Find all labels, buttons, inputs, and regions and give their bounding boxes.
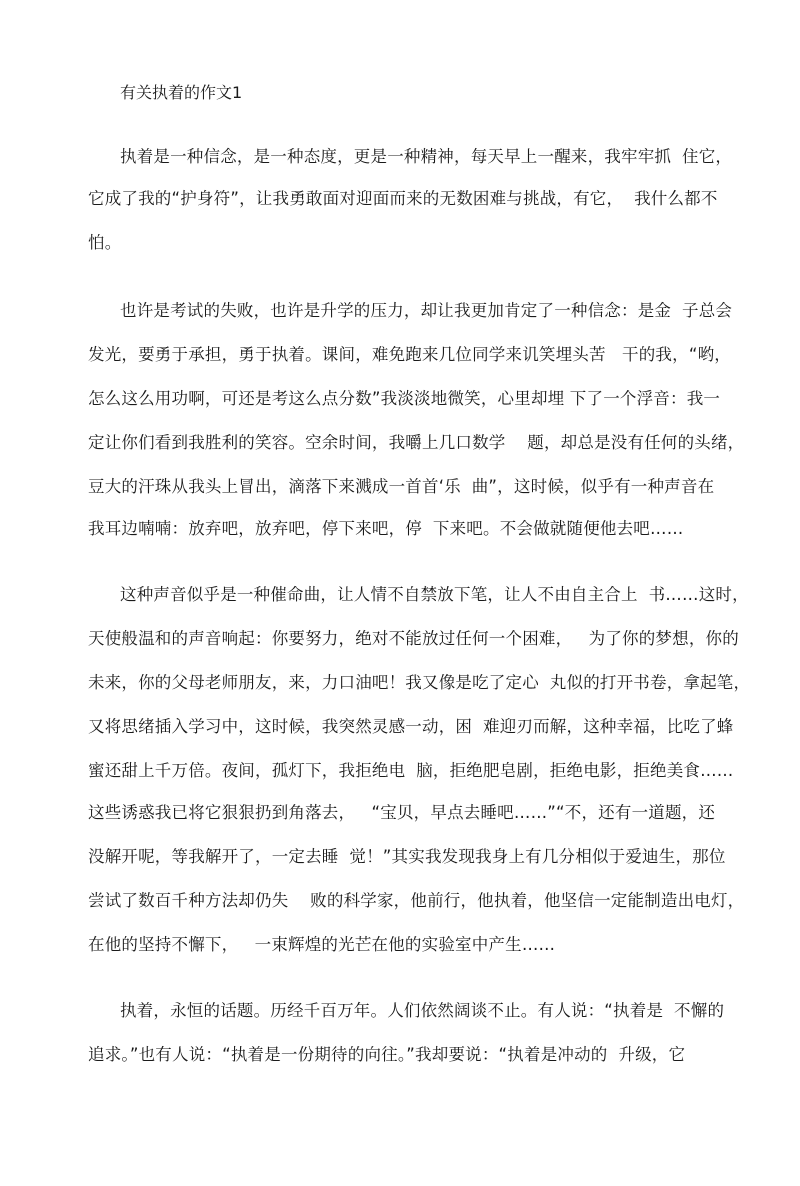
- paragraph-3-line-2: 天使般温和的声音响起：你要努力，绝对不能放过任何一个困难， 为了你的梦想，你的: [88, 629, 739, 648]
- paragraph-2-line-1: 也许是考试的失败，也许是升学的压力，却让我更加肯定了一种信念：是金 子总会: [120, 301, 733, 320]
- paragraph-2-line-5: 豆大的汗珠从我头上冒出，滴落下来溅成一首首‘乐 曲”，这时候，似乎有一种声音在: [88, 477, 715, 496]
- paragraph-4-line-2: 追求。”也有人说：“执着是一份期待的向往。”我却要说：“执着是冲动的 升级，它: [88, 1045, 686, 1064]
- paragraph-3-line-8: 尝试了数百千种方法却仍失 败的科学家，他前行，他执着，他坚信一定能制造出电灯，: [88, 891, 745, 910]
- paragraph-3-line-6: 这些诱惑我已将它狠狠扔到角落去， “宝贝，早点去睡吧……”“不，还有一道题，还: [88, 803, 716, 822]
- paragraph-1-line-1: 执着是一种信念，是一种态度，更是一种精神，每天早上一醒来，我牢牢抓 住它，: [120, 147, 733, 166]
- paragraph-1-line-3: 怕。: [88, 233, 122, 252]
- paragraph-3-line-3: 未来，你的父母老师朋友，来，力口油吧！我又像是吃了定心 丸似的打开书卷，拿起笔，: [88, 673, 751, 692]
- paragraph-2-line-4: 定让你们看到我胜利的笑容。空余时间，我嚼上几口数学 题，却总是没有任何的头绪，: [88, 433, 745, 452]
- paragraph-4-line-1: 执着，永恒的话题。历经千百万年。人们依然阔谈不止。有人说：“执着是 不懈的: [120, 1001, 725, 1020]
- paragraph-3-line-1: 这种声音似乎是一种催命曲，让人情不自禁放下笔，让人不由自主合上 书……这时，: [120, 585, 749, 604]
- paragraph-3-line-4: 又将思绪插入学习中，这时候，我突然灵感一动，困 难迎刃而解，这种幸福，比吃了蜂: [88, 717, 734, 736]
- paragraph-2-line-2: 发光，要勇于承担，勇于执着。课间，难免跑来几位同学来讥笑埋头苦 干的我，“哟，: [88, 345, 731, 364]
- document-title: 有关执着的作文1: [120, 83, 243, 102]
- paragraph-2-line-6: 我耳边喃喃：放弃吧，放弃吧，停下来吧，停 下来吧。不会做就随便他去吧……: [88, 519, 684, 538]
- paragraph-2-line-3: 怎么这么用功啊，可还是考这么点分数”我淡淡地微笑，心里却埋 下了一个浮音：我一: [88, 389, 721, 408]
- paragraph-1-line-2: 它成了我的“护身符”，让我勇敢面对迎面而来的无数困难与挑战，有它， 我什么都不: [88, 189, 718, 208]
- paragraph-3-line-7: 没解开呢，等我解开了，一定去睡 觉！”其实我发现我身上有几分相似于爱迪生，那位: [88, 847, 726, 866]
- paragraph-3-line-5: 蜜还甜上千万倍。夜间，孤灯下，我拒绝电 脑，拒绝肥皂剧，拒绝电影，拒绝美食……: [88, 761, 734, 780]
- paragraph-3-line-9: 在他的坚持不懈下， 一束辉煌的光芒在他的实验室中产生……: [88, 935, 556, 954]
